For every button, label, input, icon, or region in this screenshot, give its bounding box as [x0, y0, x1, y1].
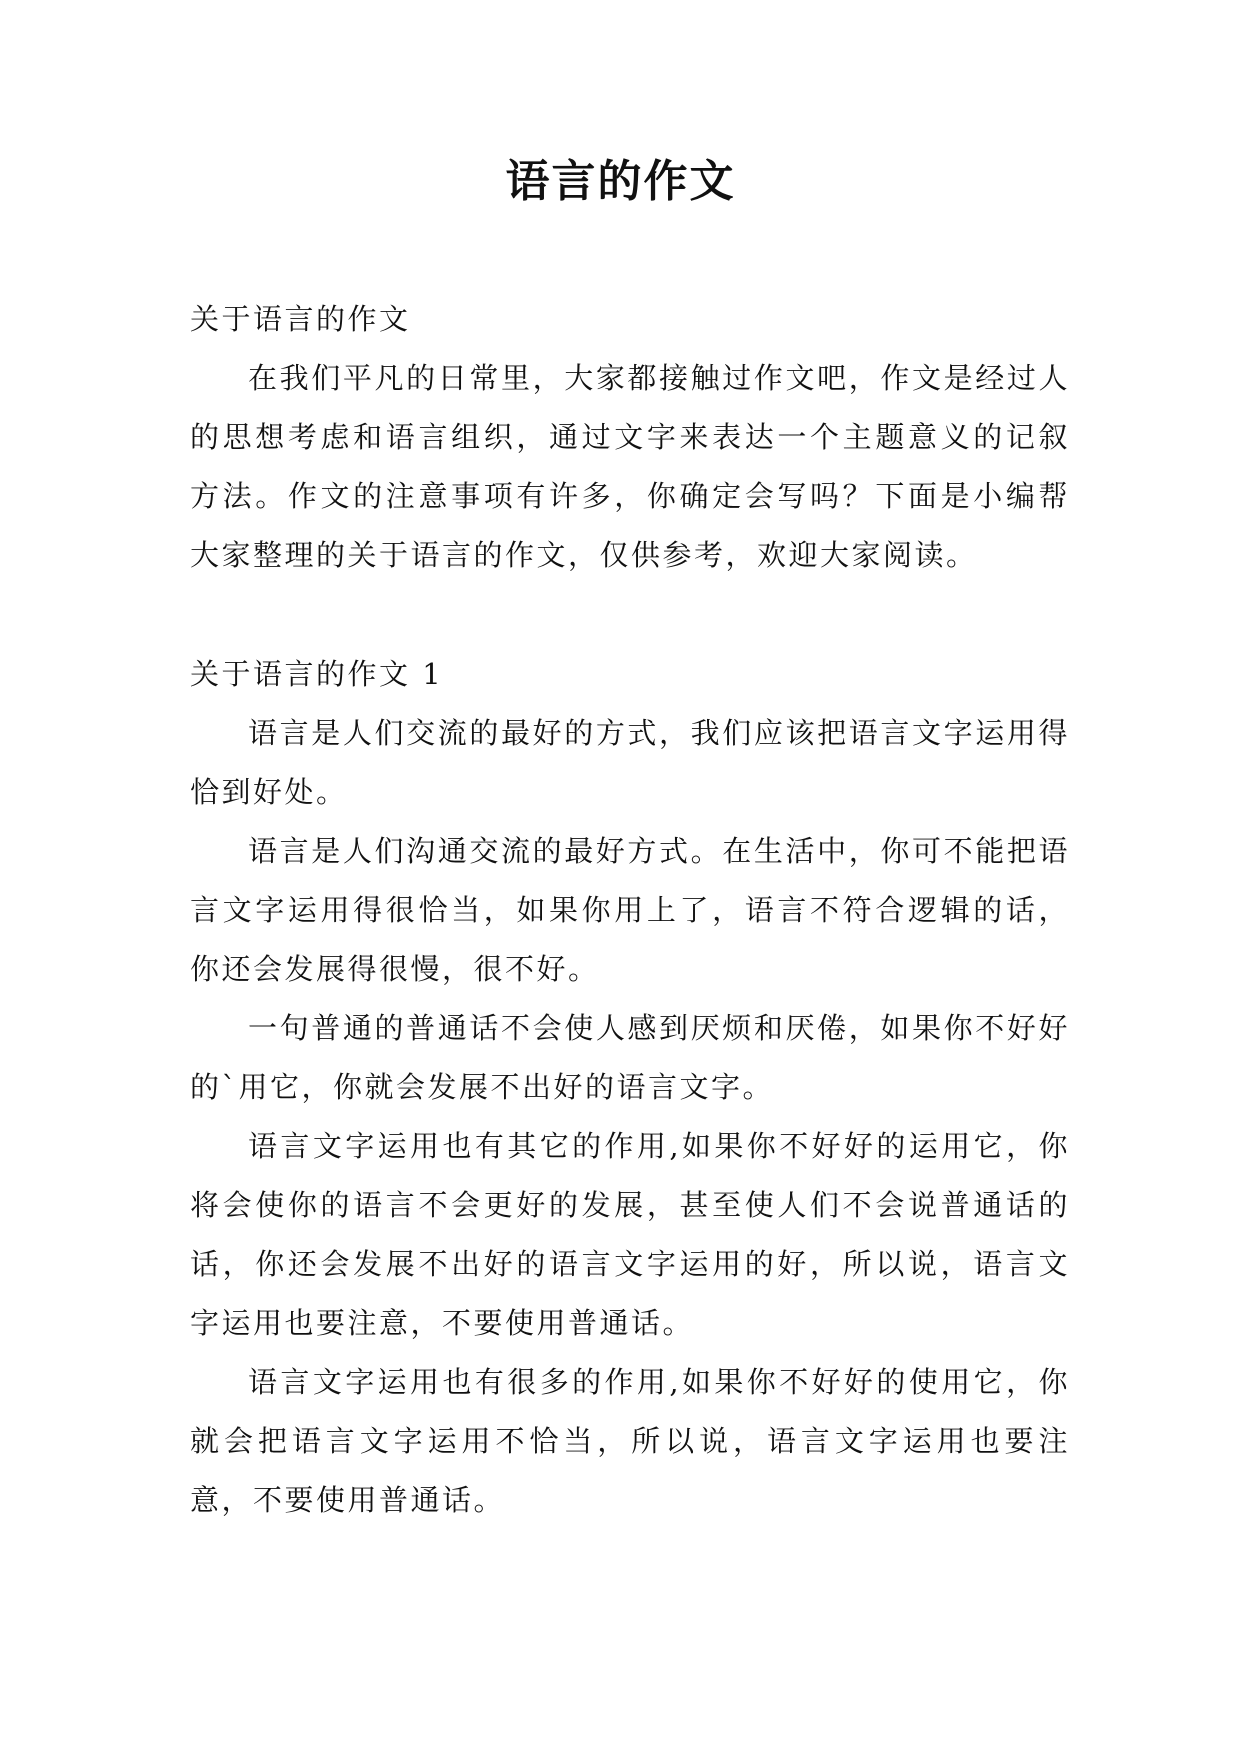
- essay-1-heading: 关于语言的作文 1: [190, 657, 444, 691]
- essay-1-paragraph-5: 语言文字运用也有很多的作用,如果你不好好的使用它，你就会把语言文字运用不恰当，所以说，语言文字运用也要注意，不要使用普通话。: [190, 1365, 1070, 1517]
- document-body: [190, 290, 1070, 1530]
- essay-1-paragraph-3: 一句普通的普通话不会使人感到厌烦和厌倦，如果你不好好的`用它，你就会发展不出好的语言文字。: [190, 1011, 1070, 1104]
- essay-1-paragraph-2: 语言是人们沟通交流的最好方式。在生活中，你可不能把语言文字运用得很恰当，如果你用上了，语言不符合逻辑的话，你还会发展得很慢，很不好。: [190, 834, 1070, 986]
- intro-heading: 关于语言的作文: [190, 302, 411, 336]
- intro-paragraph: 在我们平凡的日常里，大家都接触过作文吧，作文是经过人的思想考虑和语言组织，通过文字来表达一个主题意义的记叙方法。作文的注意事项有许多，你确定会写吗？下面是小编帮大家整理的关于语言的作文，仅供参考，欢迎大家阅读。: [190, 361, 1070, 572]
- document-title: 语言的作文: [505, 156, 736, 207]
- essay-1-paragraph-4: 语言文字运用也有其它的作用,如果你不好好的运用它，你将会使你的语言不会更好的发展，甚至使人们不会说普通话的话，你还会发展不出好的语言文字运用的好，所以说，语言文字运用也要注意，不要使用普通话。: [190, 1129, 1070, 1340]
- section-spacer: [190, 585, 1070, 645]
- essay-1-paragraph-1: 语言是人们交流的最好的方式，我们应该把语言文字运用得恰到好处。: [190, 716, 1070, 809]
